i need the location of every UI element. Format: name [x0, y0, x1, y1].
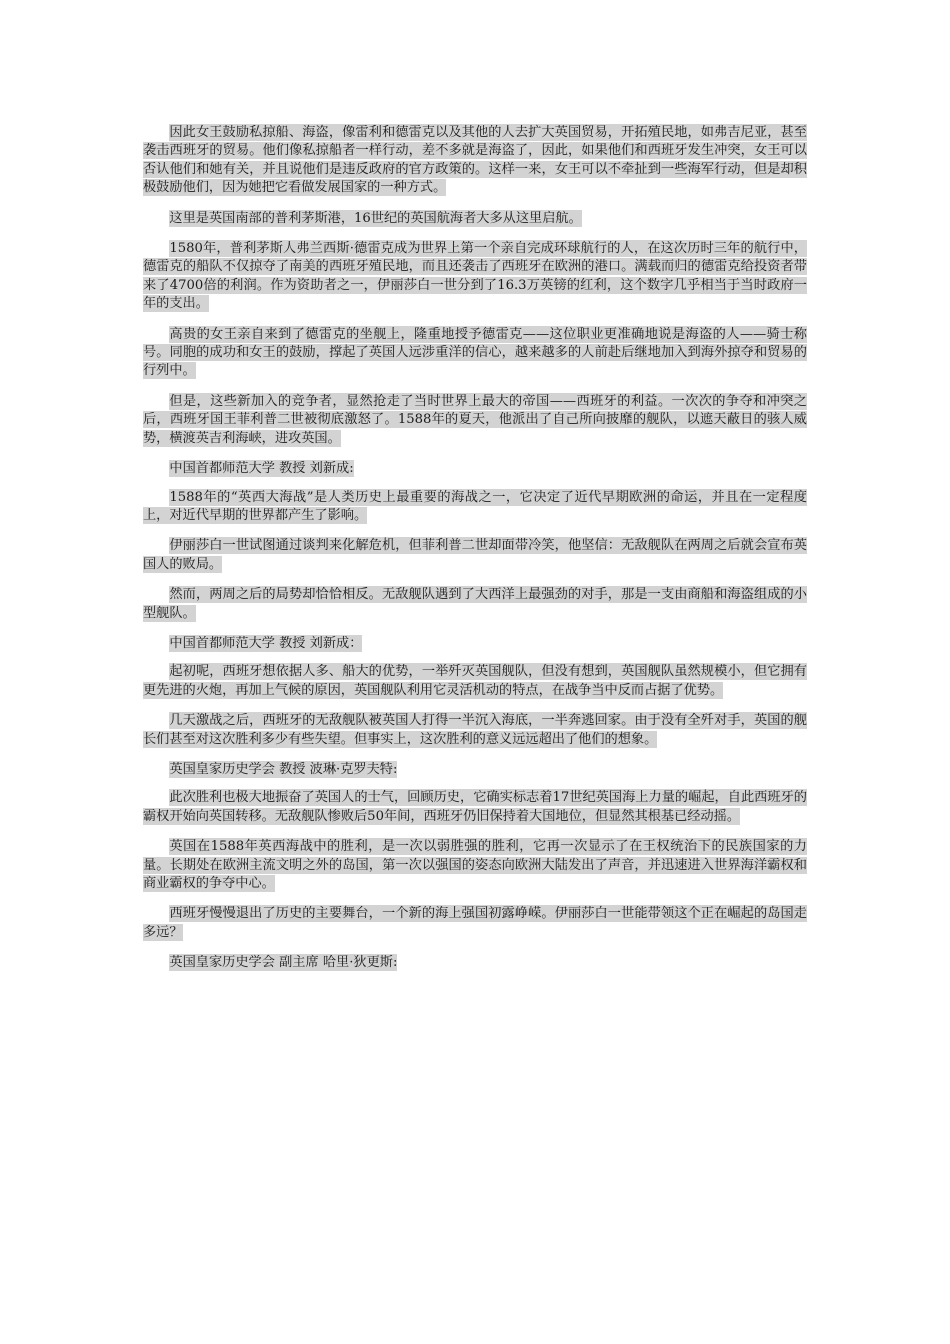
paragraph-text: 中国首都师范大学 教授 刘新成: [169, 461, 354, 477]
body-paragraph [143, 489, 807, 526]
paragraph-text: 起初呢，西班牙想依据人多、船大的优势，一举歼灭英国舰队，但没有想到，英国舰队虽然规模小，但它拥有更先进的火炮，再加上气候的原因，英国舰队利用它灵活机动的特点，在战争当中反而占据了优势。 [143, 664, 807, 698]
paragraph-text: 英国在1588年英西海战中的胜利，是一次以弱胜强的胜利，它再一次显示了在王权统治下的民族国家的力量。长期处在欧洲主流文明之外的岛国，第一次以强国的姿态向欧洲大陆发出了声音，并迅速进入世界海洋霸权和商业霸权的争夺中心。 [143, 839, 807, 891]
paragraph-text: 英国皇家历史学会 教授 波琳·克罗夫特: [169, 761, 398, 777]
body-paragraph [143, 393, 807, 448]
paragraph-text: 这里是英国南部的普利茅斯港，16世纪的英国航海者大多从这里启航。 [169, 210, 582, 226]
body-paragraph [143, 712, 807, 749]
paragraph-text: 1588年的“英西大海战”是人类历史上最重要的海战之一，它决定了近代早期欧洲的命运，并且在一定程度上，对近代早期的世界都产生了影响。 [143, 489, 807, 523]
body-paragraph [143, 789, 807, 826]
paragraph-text: 中国首都师范大学 教授 刘新成： [169, 635, 363, 651]
speaker-line [143, 460, 807, 478]
speaker-line [143, 761, 807, 779]
body-paragraph [143, 537, 807, 574]
body-paragraph [143, 838, 807, 893]
body-paragraph [143, 210, 807, 228]
paragraph-text: 因此女王鼓励私掠船、海盗，像雷利和德雷克以及其他的人去扩大英国贸易，开拓殖民地，如弗吉尼亚，甚至袭击西班牙的贸易。他们像私掠船者一样行动，差不多就是海盗了，因此，如果他们和西班牙发生冲突，女王可以否认他们和她有关，并且说他们是违反政府的官方政策的。这样一来，女王可以不牵扯到一些海军行动，但是却积极鼓励他们，因为她把它看做发展国家的一种方式。 [143, 125, 807, 196]
paragraph-text: 高贵的女王亲自来到了德雷克的坐舰上，隆重地授予德雷克——这位职业更准确地说是海盗的人——骑士称号。同胞的成功和女王的鼓励，撑起了英国人远涉重洋的信心，越来越多的人前赴后继地加入到海外掠夺和贸易的行列中。 [143, 326, 807, 379]
paragraph-text: 西班牙慢慢退出了历史的主要舞台，一个新的海上强国初露峥嵘。伊丽莎白一世能带领这个正在崛起的岛国走多远？ [143, 906, 807, 940]
paragraph-text: 伊丽莎白一世试图通过谈判来化解危机，但菲利普二世却面带冷笑，他坚信：无敌舰队在两周之后就会宣布英国人的败局。 [143, 538, 807, 572]
speaker-line [143, 635, 807, 653]
body-paragraph [143, 905, 807, 942]
document-page [143, 124, 807, 983]
body-paragraph [143, 326, 807, 381]
body-paragraph [143, 663, 807, 700]
body-paragraph [143, 586, 807, 623]
paragraph-text: 几天激战之后，西班牙的无敌舰队被英国人打得一半沉入海底，一半奔逃回家。由于没有全歼对手，英国的舰长们甚至对这次胜利多少有些失望。但事实上，这次胜利的意义远远超出了他们的想象。 [143, 713, 807, 747]
body-paragraph [143, 124, 807, 198]
paragraph-text: 但是，这些新加入的竞争者，显然抢走了当时世界上最大的帝国——西班牙的利益。一次次的争夺和冲突之后，西班牙国王菲利普二世被彻底激怒了。1588年的夏天，他派出了自己所向披靡的舰队，以遮天蔽日的骇人威势，横渡英吉利海峡，进攻英国。 [143, 393, 807, 446]
paragraph-text: 此次胜利也极大地振奋了英国人的士气，回顾历史，它确实标志着17世纪英国海上力量的崛起，自此西班牙的霸权开始向英国转移。无敌舰队惨败后50年间，西班牙仍旧保持着大国地位，但显然其根基已经动摇。 [143, 790, 807, 824]
body-paragraph [143, 240, 807, 314]
paragraph-text: 然而，两周之后的局势却恰恰相反。无敌舰队遇到了大西洋上最强劲的对手，那是一支由商船和海盗组成的小型舰队。 [143, 587, 807, 621]
paragraph-text: 英国皇家历史学会 副主席 哈里·狄更斯: [169, 955, 398, 971]
paragraph-text: 1580年，普利茅斯人弗兰西斯·德雷克成为世界上第一个亲自完成环球航行的人，在这次历时三年的航行中，德雷克的船队不仅掠夺了南美的西班牙殖民地，而且还袭击了西班牙在欧洲的港口。满载而归的德雷克给投资者带来了4700倍的利润。作为资助者之一，伊丽莎白一世分到了16.3万英镑的红利，这个数字几乎相当于当时政府一年的支出。 [143, 241, 807, 312]
speaker-line [143, 954, 807, 972]
